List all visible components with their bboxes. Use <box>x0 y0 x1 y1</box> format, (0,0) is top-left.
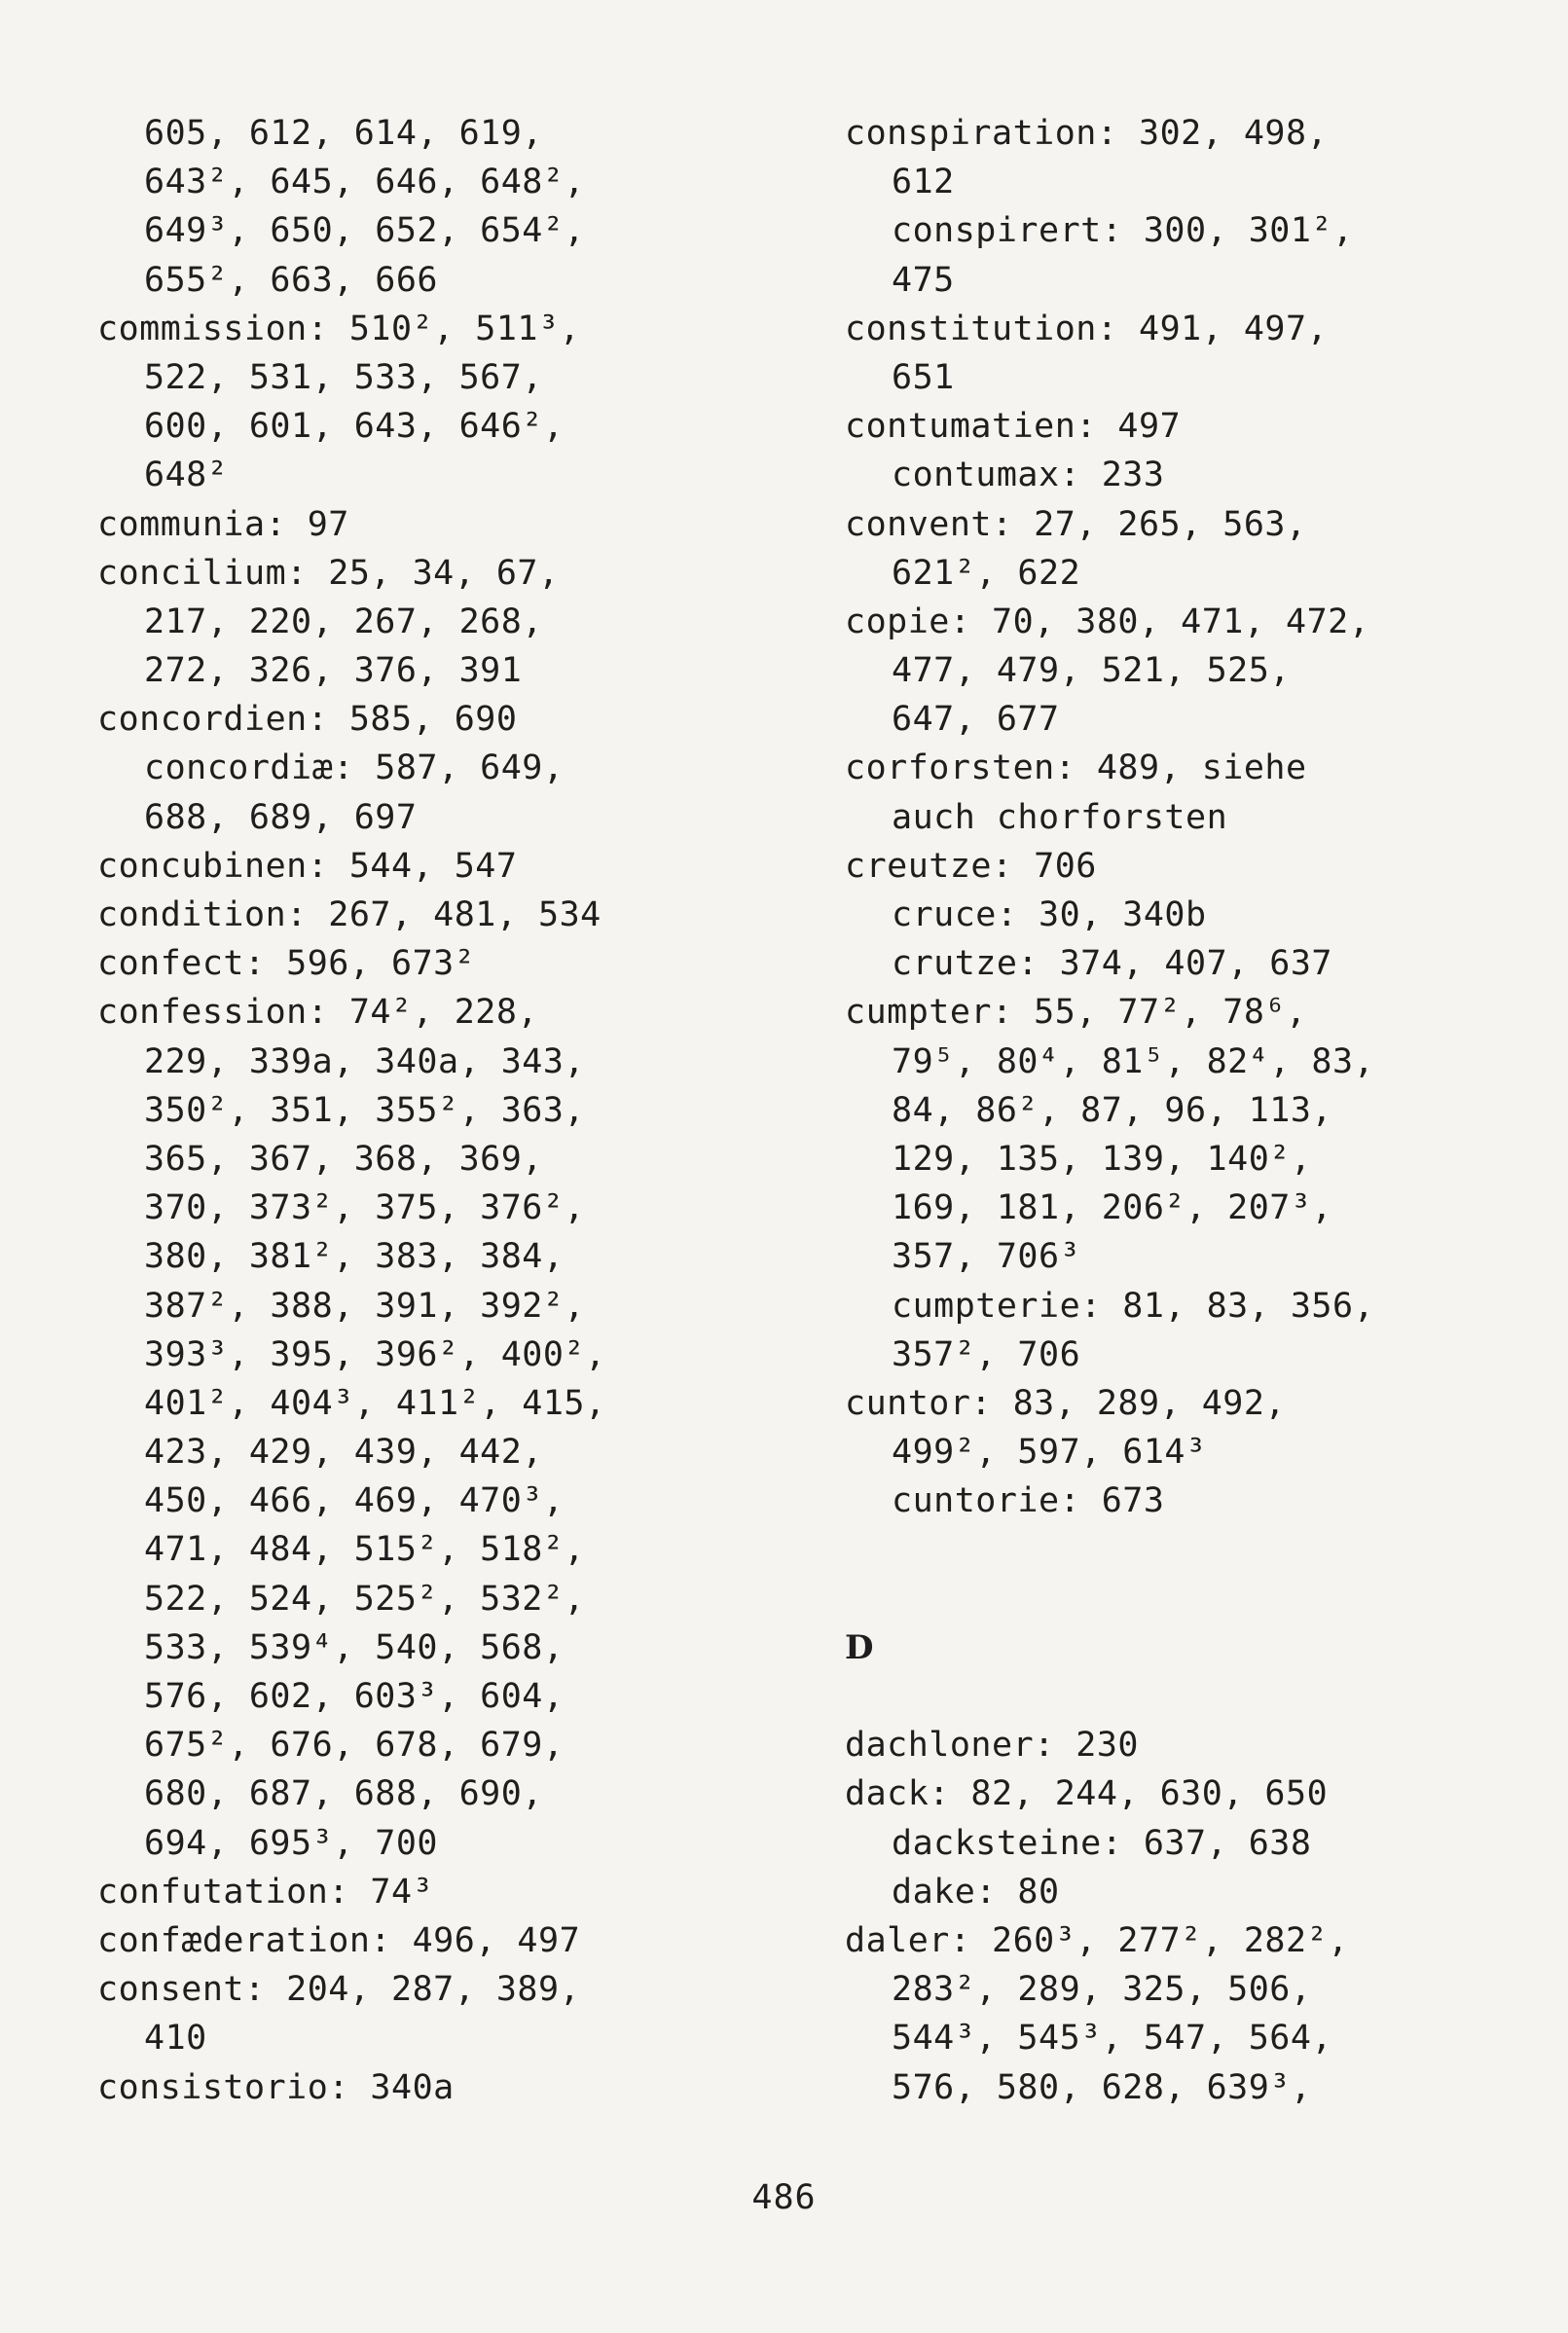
index-entry-line: conspirert: 300, 301², <box>892 211 1354 251</box>
index-entry-line: 84, 86², 87, 96, 113, <box>892 1090 1333 1130</box>
index-entry-line: 272, 326, 376, 391 <box>144 651 523 691</box>
index-entry-line: concubinen: 544, 547 <box>97 846 518 886</box>
index-entry-line: 600, 601, 643, 646², <box>144 407 565 447</box>
index-entry-line: 576, 580, 628, 639³, <box>892 2067 1312 2107</box>
index-entry-line: 651 <box>892 357 955 397</box>
index-entry-line: 401², 404³, 411², 415, <box>144 1383 606 1423</box>
index-entry-line: 680, 687, 688, 690, <box>144 1774 543 1814</box>
index-entry-line: cumpterie: 81, 83, 356, <box>892 1286 1375 1326</box>
index-entry-line: 217, 220, 267, 268, <box>144 601 543 641</box>
index-entry-line: corforsten: 489, siehe <box>845 748 1307 788</box>
index-entry-line: cuntor: 83, 289, 492, <box>845 1383 1287 1423</box>
index-entry-line: 475 <box>892 260 955 300</box>
index-entry-line: 357, 706³ <box>892 1237 1081 1277</box>
index-entry-line: 522, 524, 525², 532², <box>144 1579 586 1619</box>
index-entry-line: confæderation: 496, 497 <box>97 1920 581 1960</box>
index-entry-line: concordiæ: 587, 649, <box>144 748 565 788</box>
index-entry-line: 522, 531, 533, 567, <box>144 357 543 397</box>
index-entry-line: consistorio: 340a <box>97 2067 455 2107</box>
index-entry-line: 471, 484, 515², 518², <box>144 1530 586 1570</box>
index-entry-line: 380, 381², 383, 384, <box>144 1237 565 1277</box>
index-entry-line: 423, 429, 439, 442, <box>144 1433 543 1473</box>
index-entry-line: 648² <box>144 456 229 495</box>
index-entry-line: 688, 689, 697 <box>144 797 418 837</box>
index-entry-line: 612 <box>892 163 955 202</box>
right-column <box>845 109 1526 2112</box>
page-number: 486 <box>751 2178 817 2217</box>
index-entry-line: 643², 645, 646, 648², <box>144 163 586 202</box>
index-entry-line: 544³, 545³, 547, 564, <box>892 2019 1333 2059</box>
index-entry-line: creutze: 706 <box>845 846 1097 886</box>
section-letter-heading: D <box>845 1627 874 1667</box>
index-entry-line: concilium: 25, 34, 67, <box>97 553 560 593</box>
index-entry-line: cuntorie: 673 <box>892 1481 1165 1521</box>
index-entry-line: copie: 70, 380, 471, 472, <box>845 601 1370 641</box>
index-entry-line: 647, 677 <box>892 700 1060 740</box>
index-entry-line: confession: 74², 228, <box>97 993 539 1033</box>
index-entry-line: dachloner: 230 <box>845 1726 1140 1766</box>
index-entry-line: 387², 388, 391, 392², <box>144 1286 586 1326</box>
index-entry-line: 79⁵, 80⁴, 81⁵, 82⁴, 83, <box>892 1041 1375 1081</box>
index-entry-line: dacksteine: 637, 638 <box>892 1823 1312 1863</box>
index-entry-line: 370, 373², 375, 376², <box>144 1188 586 1228</box>
index-entry-line: 229, 339a, 340a, 343, <box>144 1041 586 1081</box>
index-entry-line: 357², 706 <box>892 1334 1081 1374</box>
index-entry-line: 350², 351, 355², 363, <box>144 1090 586 1130</box>
index-entry-line: confect: 596, 673² <box>97 944 476 984</box>
index-entry-line: 533, 539⁴, 540, 568, <box>144 1627 565 1667</box>
index-entry-line: contumax: 233 <box>892 456 1165 495</box>
index-entry-line: convent: 27, 265, 563, <box>845 504 1307 544</box>
index-entry-line: concordien: 585, 690 <box>97 700 518 740</box>
blank-line <box>845 1575 1526 1623</box>
index-entry-line: contumatien: 497 <box>845 407 1182 447</box>
blank-line <box>845 1525 1526 1574</box>
blank-line <box>845 1672 1526 1721</box>
index-entry-line: consent: 204, 287, 389, <box>97 1970 581 2010</box>
index-entry-line: 655², 663, 666 <box>144 260 439 300</box>
index-entry-line: 129, 135, 139, 140², <box>892 1139 1312 1179</box>
index-entry-line: 393³, 395, 396², 400², <box>144 1334 606 1374</box>
left-column <box>97 109 779 2112</box>
index-entry-line: 450, 466, 469, 470³, <box>144 1481 565 1521</box>
index-entry-line: 675², 676, 678, 679, <box>144 1726 565 1766</box>
index-entry-line: 649³, 650, 652, 654², <box>144 211 586 251</box>
index-entry-line: cumpter: 55, 77², 78⁶, <box>845 993 1307 1033</box>
index-entry-line: daler: 260³, 277², 282², <box>845 1920 1349 1960</box>
index-entry-line: 477, 479, 521, 525, <box>892 651 1291 691</box>
index-entry-line: dack: 82, 244, 630, 650 <box>845 1774 1329 1814</box>
index-entry-line: conspiration: 302, 498, <box>845 114 1329 153</box>
index-entry-line: constitution: 491, 497, <box>845 309 1329 348</box>
index-entry-line: 283², 289, 325, 506, <box>892 1970 1312 2010</box>
index-entry-line: 365, 367, 368, 369, <box>144 1139 543 1179</box>
index-entry-line: 169, 181, 206², 207³, <box>892 1188 1333 1228</box>
index-entry-line: auch chorforsten <box>892 797 1228 837</box>
index-entry-line: 621², 622 <box>892 553 1081 593</box>
index-entry-line: 499², 597, 614³ <box>892 1433 1207 1473</box>
index-entry-line: dake: 80 <box>892 1872 1060 1912</box>
index-entry-line: confutation: 74³ <box>97 1872 434 1912</box>
index-entry-line: commission: 510², 511³, <box>97 309 581 348</box>
index-entry-line: 605, 612, 614, 619, <box>144 114 543 153</box>
index-entry-line: communia: 97 <box>97 504 349 544</box>
index-entry-line: 576, 602, 603³, 604, <box>144 1677 565 1716</box>
index-entry-line: crutze: 374, 407, 637 <box>892 944 1333 984</box>
index-entry-line: condition: 267, 481, 534 <box>97 895 602 934</box>
index-entry-line: cruce: 30, 340b <box>892 895 1207 934</box>
index-entry-line: 694, 695³, 700 <box>144 1823 439 1863</box>
index-entry-line: 410 <box>144 2019 207 2059</box>
